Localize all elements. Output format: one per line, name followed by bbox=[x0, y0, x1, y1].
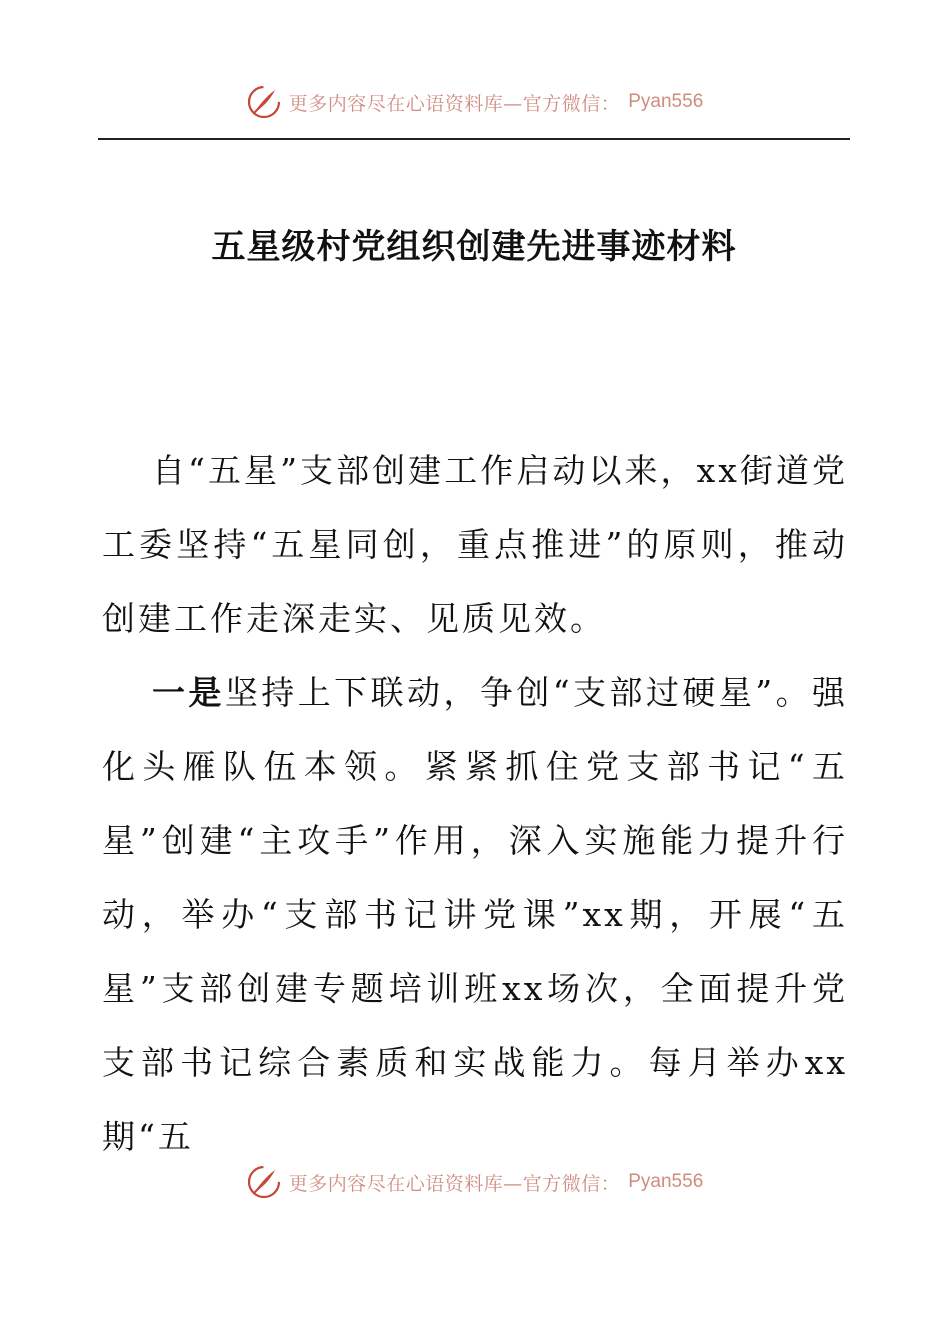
watermark-wechat-id: Pyan556 bbox=[628, 1171, 704, 1192]
quill-logo-icon bbox=[247, 1165, 281, 1199]
watermark-text: 更多内容尽在心语资料库—官方微信： bbox=[288, 92, 621, 115]
document-body bbox=[102, 434, 848, 1174]
paragraph-first-point bbox=[102, 656, 848, 1174]
header-divider bbox=[98, 138, 850, 140]
watermark-text: 更多内容尽在心语资料库—官方微信： bbox=[288, 1172, 621, 1195]
watermark-wechat-id: Pyan556 bbox=[628, 91, 704, 112]
quill-logo-icon bbox=[247, 85, 281, 119]
document-title: 五星级村党组织创建先进事迹材料 bbox=[211, 226, 737, 267]
header-watermark bbox=[0, 80, 950, 124]
paragraph-intro bbox=[102, 434, 848, 656]
footer-watermark bbox=[0, 1160, 950, 1204]
paragraph-text: 坚持上下联动，争创“支部过硬星”。强化头雁队伍本领。紧紧抓住党支部书记“五星”创建“主攻手”作用，深入实施能力提升行动，举办“支部书记讲党课”xx期，开展“五星”支部创建专题培训班xx场次，全面提升党支部书记综合素质和实战能力。每月举办xx期“五 bbox=[102, 673, 848, 1156]
paragraph-lead: 一是 bbox=[152, 673, 225, 712]
paragraph-text: 自“五星”支部创建工作启动以来，xx街道党工委坚持“五星同创，重点推进”的原则，推动创建工作走深走实、见质见效。 bbox=[102, 451, 848, 638]
